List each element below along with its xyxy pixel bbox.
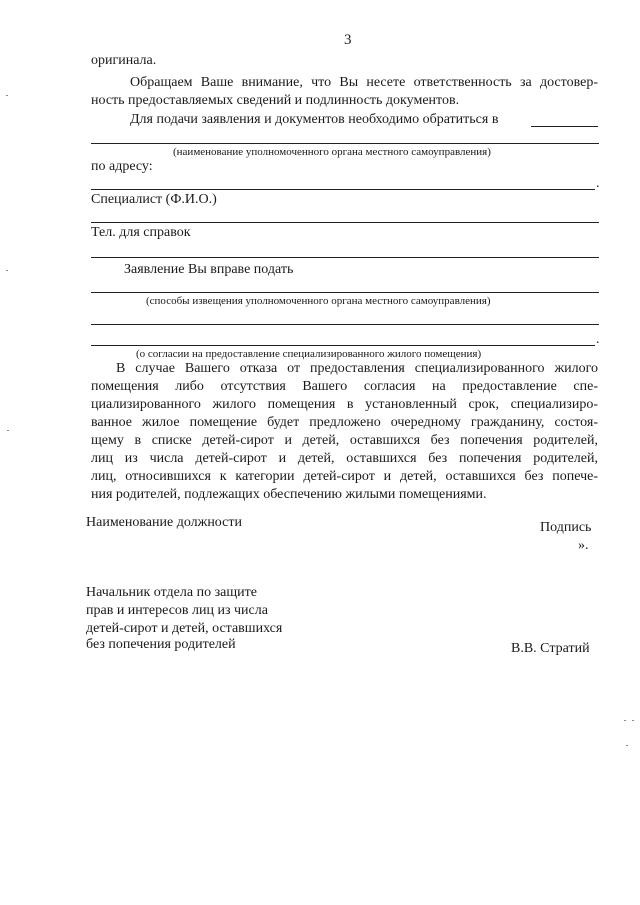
fill-line bbox=[91, 189, 595, 190]
scan-speck bbox=[624, 720, 626, 721]
closing-quote: ». bbox=[578, 538, 589, 553]
text-line: помещения либо отсутствия Вашего согласия на предоставление спе- bbox=[91, 379, 598, 394]
official-name: В.В. Стратий bbox=[511, 641, 590, 656]
fill-line bbox=[91, 257, 599, 258]
fill-line bbox=[91, 345, 595, 346]
scan-speck bbox=[626, 745, 628, 746]
text-line: ность предоставляемых сведений и подлинность документов. bbox=[91, 93, 460, 108]
fill-line bbox=[531, 126, 598, 127]
scan-speck bbox=[632, 720, 634, 721]
text-line: ния родителей, подлежащих обеспечению жилыми помещениями. bbox=[91, 487, 487, 502]
scan-speck bbox=[6, 270, 8, 271]
text-line: Тел. для справок bbox=[91, 225, 191, 240]
text-line: оригинала. bbox=[91, 53, 157, 68]
text-line: В случае Вашего отказа от предоставления специализированного жилого bbox=[116, 361, 598, 376]
official-title-line: Начальник отдела по защите bbox=[86, 585, 257, 600]
scan-speck bbox=[6, 95, 8, 96]
caption: (о согласии на предоставление специализированного жилого помещения) bbox=[136, 348, 482, 360]
text-line: по адресу: bbox=[91, 159, 153, 174]
caption: (наименование уполномоченного органа местного самоуправления) bbox=[173, 146, 491, 158]
official-title-line: детей-сирот и детей, оставшихся bbox=[86, 621, 283, 636]
text-line: Обращаем Ваше внимание, что Вы несете ответственность за достовер- bbox=[130, 75, 598, 90]
position-label: Наименование должности bbox=[86, 515, 242, 530]
text-line: щему в списке детей-сирот и детей, оставшихся без попечения родителей, bbox=[91, 433, 598, 448]
text-line: ванное жилое помещение будет предложено очередному гражданину, состоя- bbox=[91, 415, 598, 430]
fill-line bbox=[91, 222, 599, 223]
document-page: 3 оригинала. Обращаем Ваше внимание, что Вы несете ответственность за достовер- ность предоставляемых сведений и подлинность документов. Для подачи заявления и документов необходимо обратиться в (наименование уполномоченного органа местного самоуправления) по адресу: . Специалист (Ф.И.О.) Тел. для справок Заявление Вы вправе подать (способы извещения уполномоченного органа местного самоуправления) . (о согласии на предоставление специализированного жилого помещения) В случае Вашего отказа от предоставления специализированного жилого помещения либо отсутствия Вашего согласия на предоставление спе- циализированного жилого помещения в установленный срок, специализиро- ванное жилое помещение будет предложено очередному гражданину, состоя- щему в списке детей-сирот и детей, оставшихся без попечения родителей, лиц из числа детей-сирот и детей, оставшихся без попечения родителей, лиц, относившихся к категории детей-сирот и детей, оставшихся без попече- ния родителей, подлежащих обеспечению жилыми помещениями. Наименование должности Подпись ». Начальник отдела по защите прав и интересов лиц из числа детей-сирот и детей, оставшихся без попечения родителей В.В. Стратий bbox=[0, 0, 640, 905]
text-line: Специалист (Ф.И.О.) bbox=[91, 192, 217, 207]
text-line: циализированного жилого помещения в установленный срок, специализиро- bbox=[91, 397, 598, 412]
text-line: Заявление Вы вправе подать bbox=[124, 262, 294, 277]
fill-line bbox=[91, 324, 599, 325]
signature-label: Подпись bbox=[540, 520, 592, 535]
text-line: лиц из числа детей-сирот и детей, оставшихся без попечения родителей, bbox=[91, 451, 598, 466]
page-number: 3 bbox=[344, 32, 352, 48]
fill-line bbox=[91, 143, 599, 144]
official-title-line: без попечения родителей bbox=[86, 637, 236, 652]
official-title-line: прав и интересов лиц из числа bbox=[86, 603, 268, 618]
text-line: лиц, относившихся к категории детей-сирот и детей, оставшихся без попече- bbox=[91, 469, 598, 484]
scan-speck bbox=[7, 430, 9, 431]
fill-line bbox=[91, 292, 599, 293]
caption: (способы извещения уполномоченного органа местного самоуправления) bbox=[146, 295, 491, 307]
text-line: Для подачи заявления и документов необходимо обратиться в bbox=[130, 112, 499, 127]
